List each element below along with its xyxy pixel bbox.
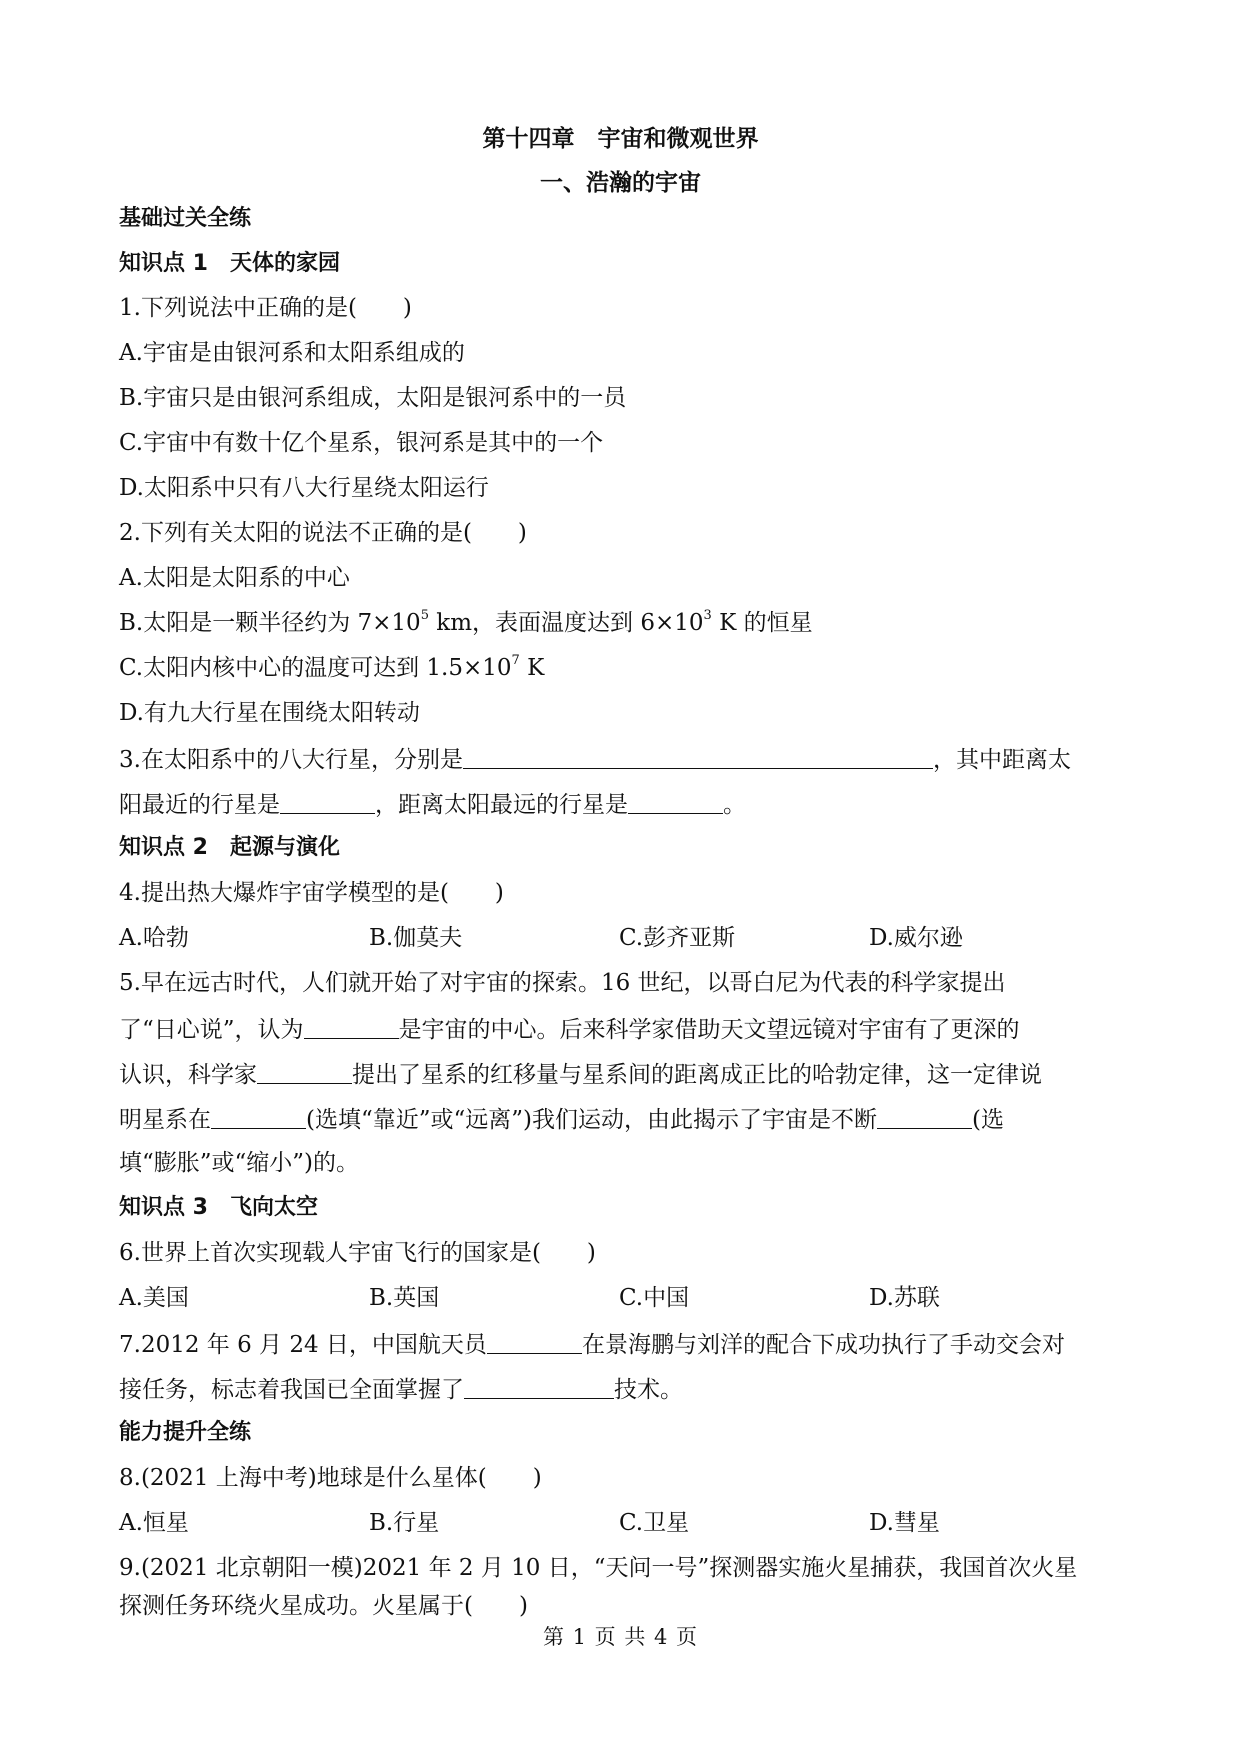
q9-line-1: 9.(2021 北京朝阳一模)2021 年 2 月 10 日，“天问一号”探测器实施火星捕获，我国首次火星 <box>119 1555 1078 1581</box>
q2-stem: 2.下列有关太阳的说法不正确的是( ) <box>119 520 527 546</box>
q6-stem: 6.世界上首次实现载人宇宙飞行的国家是( ) <box>119 1240 596 1266</box>
q1-option-b: B.宇宙只是由银河系组成，太阳是银河系中的一员 <box>119 385 627 411</box>
q9-line-2: 探测任务环绕火星成功。火星属于( ) <box>119 1593 528 1619</box>
q6-options <box>119 1282 940 1314</box>
q2-option-d: D.有九大行星在围绕太阳转动 <box>119 700 420 726</box>
q1-option-c: C.宇宙中有数十亿个星系，银河系是其中的一个 <box>119 430 604 456</box>
q8-option-a: A.恒星 <box>119 1510 189 1536</box>
q3-line-1: 3.在太阳系中的八大行星，分别是 ，其中距离太 <box>119 742 1071 776</box>
q6-option-a: A.美国 <box>119 1285 189 1311</box>
q2-option-c: C.太阳内核中心的温度可达到 $1.5\times 10^7$ K <box>119 653 545 681</box>
answer-blank[interactable] <box>487 1329 582 1354</box>
q2-option-a: A.太阳是太阳系的中心 <box>119 565 350 591</box>
q7-line-2: 接任务，标志着我国已全面掌握了 技术。 <box>119 1372 683 1406</box>
knowledge-point-2-heading: 知识点 2 起源与演化 <box>119 835 340 860</box>
q4-option-d: D.威尔逊 <box>869 925 963 951</box>
q4-stem: 4.提出热大爆炸宇宙学模型的是( ) <box>119 880 504 906</box>
q1-stem: 1.下列说法中正确的是( ) <box>119 295 412 321</box>
basic-practice-heading: 基础过关全练 <box>119 206 252 231</box>
q4-option-c: C.彭齐亚斯 <box>619 925 736 951</box>
q6-option-b: B.英国 <box>369 1285 440 1311</box>
q5-line-4: 明星系在 (选填“靠近”或“远离”)我们运动，由此揭示了宇宙是不断 (选 <box>119 1102 1004 1136</box>
chapter-title: 第十四章 宇宙和微观世界 <box>482 126 759 152</box>
q5-line-2: 了“日心说”，认为 是宇宙的中心。后来科学家借助天文望远镜对宇宙有了更深的 <box>119 1012 1020 1046</box>
answer-blank[interactable] <box>280 789 375 814</box>
q7-line-1: 7.2012 年 6 月 24 日，中国航天员 在景海鹏与刘洋的配合下成功执行了手动交会对 <box>119 1327 1065 1361</box>
q4-option-b: B.伽莫夫 <box>369 925 463 951</box>
answer-blank[interactable] <box>211 1104 306 1129</box>
q4-option-a: A.哈勃 <box>119 925 189 951</box>
answer-blank[interactable] <box>464 1374 614 1399</box>
q5-line-5: 填“膨胀”或“缩小”)的。 <box>119 1150 360 1176</box>
knowledge-point-1-heading: 知识点 1 天体的家园 <box>119 251 340 276</box>
q4-options <box>119 922 963 954</box>
q6-option-c: C.中国 <box>619 1285 690 1311</box>
answer-blank[interactable] <box>257 1059 352 1084</box>
q5-line-1: 5.早在远古时代，人们就开始了对宇宙的探索。16 世纪，以哥白尼为代表的科学家提出 <box>119 970 1006 996</box>
answer-blank[interactable] <box>877 1104 972 1129</box>
answer-blank[interactable] <box>628 789 723 814</box>
q8-option-d: D.彗星 <box>869 1510 940 1536</box>
answer-blank[interactable] <box>304 1014 399 1039</box>
knowledge-point-3-heading: 知识点 3 飞向太空 <box>119 1195 318 1220</box>
q1-option-a: A.宇宙是由银河系和太阳系组成的 <box>119 340 465 366</box>
section-title: 一、浩瀚的宇宙 <box>540 170 701 196</box>
q3-line-2: 阳最近的行星是 ，距离太阳最远的行星是 。 <box>119 787 746 821</box>
q5-line-3: 认识，科学家 提出了星系的红移量与星系间的距离成正比的哈勃定律，这一定律说 <box>119 1057 1042 1091</box>
q8-options <box>119 1507 940 1539</box>
q8-option-c: C.卫星 <box>619 1510 690 1536</box>
q1-option-d: D.太阳系中只有八大行星绕太阳运行 <box>119 475 489 501</box>
q6-option-d: D.苏联 <box>869 1285 940 1311</box>
answer-blank[interactable] <box>463 744 933 769</box>
q8-option-b: B.行星 <box>369 1510 440 1536</box>
q2-option-b: B.太阳是一颗半径约为 $7\times 10^5$ km，表面温度达到 $6\times 10^3$ K 的恒星 <box>119 608 813 636</box>
q8-stem: 8.(2021 上海中考)地球是什么星体( ) <box>119 1465 542 1491</box>
ability-practice-heading: 能力提升全练 <box>119 1420 252 1445</box>
page-footer: 第 1 页 共 4 页 <box>542 1625 699 1649</box>
